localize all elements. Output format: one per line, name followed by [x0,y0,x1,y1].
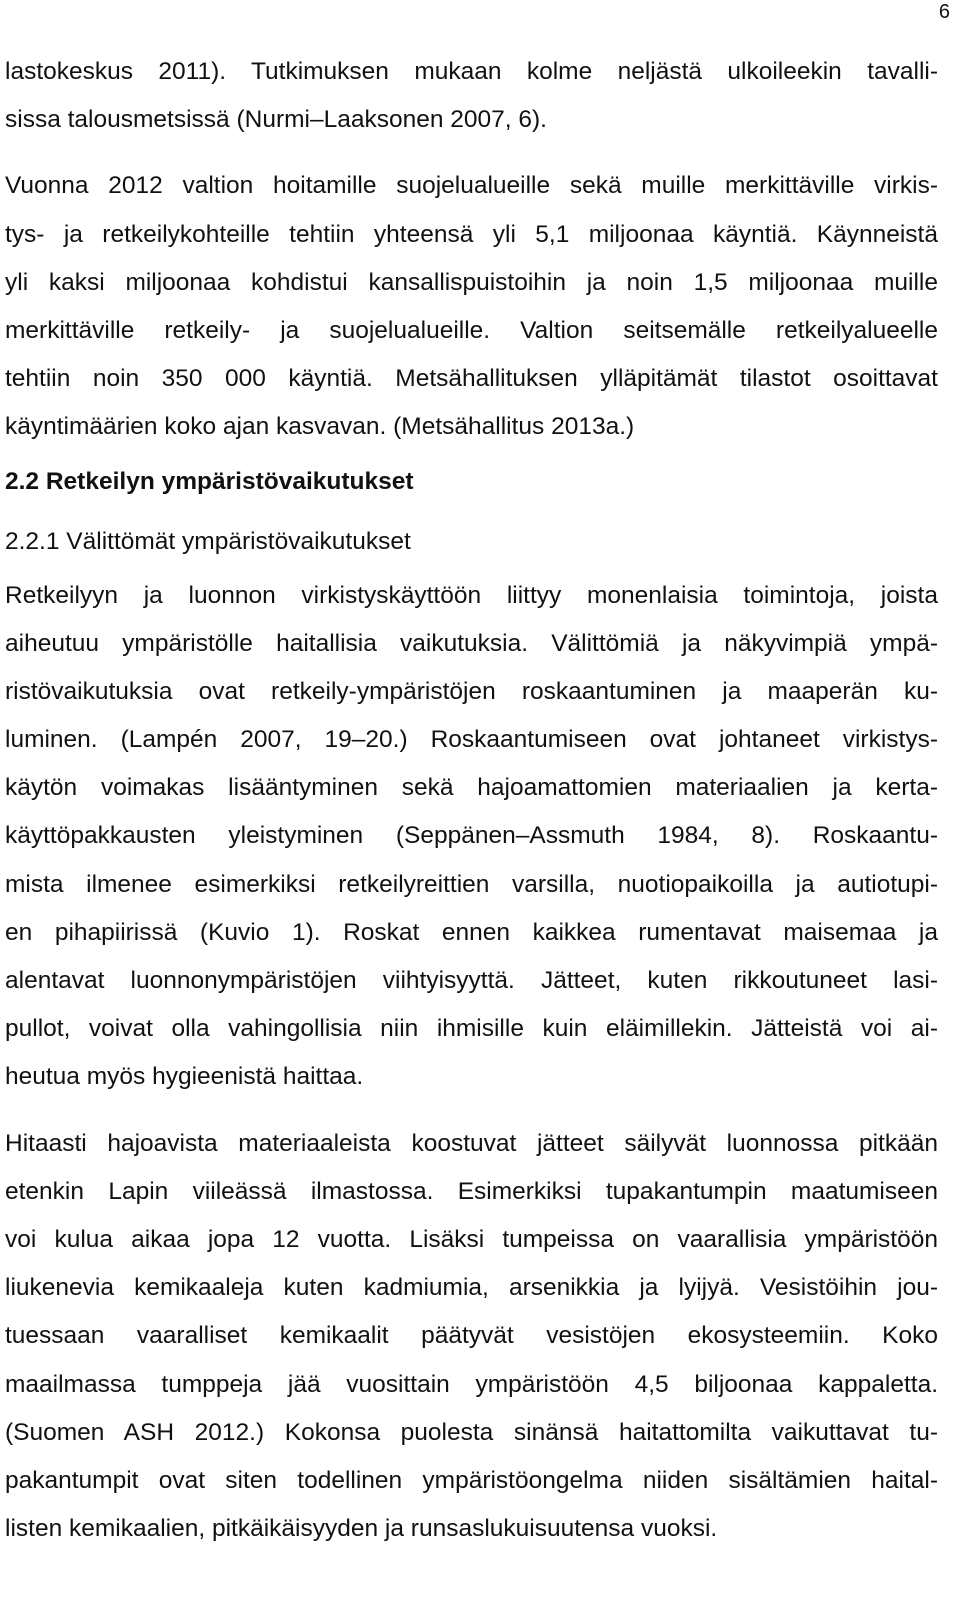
text-line: alentavat luonnonympäristöjen viihtyisyyttä. Jätteet, kuten rikkoutuneet lasi- [5,967,938,994]
text-line: liukenevia kemikaaleja kuten kadmiumia, arsenikkia ja lyijyä. Vesistöihin jou- [5,1274,938,1302]
paragraph-3 [5,572,938,1102]
text-line: merkittäville retkeily- ja suojelualueille. Valtion seitsemälle retkeilyalueelle [5,316,938,344]
text-line: heutua myös hygieenistä haittaa. [5,1063,364,1091]
text-line: käyntimäärien koko ajan kasvavan. (Metsähallitus 2013a.) [5,413,635,441]
text-line: mista ilmenee esimerkiksi retkeilyreittien varsilla, nuotiopaikoilla ja autiotupi- [5,870,938,898]
text-line: Retkeilyyn ja luonnon virkistyskäyttöön liittyy monenlaisia toimintoja, joista [5,581,938,609]
text-line: luminen. (Lampén 2007, 19–20.) Roskaantumiseen ovat johtaneet virkistys- [5,726,938,754]
text-line: listen kemikaalien, pitkäikäisyyden ja runsaslukuisuutensa vuoksi. [5,1515,718,1543]
text-line: Hitaasti hajoavista materiaaleista koostuvat jätteet säilyvät luonnossa pitkään [5,1129,938,1157]
text-line: lastokeskus 2011). Tutkimuksen mukaan kolme neljästä ulkoileekin tavalli- [5,58,938,85]
paragraph-4 [5,1120,938,1554]
text-line: sissa talousmetsissä (Nurmi–Laaksonen 2007, 6). [5,106,547,134]
paragraph-2 [5,162,938,451]
text-line: Vuonna 2012 valtion hoitamille suojelualueille sekä muille merkittäville virkis- [5,172,938,200]
subsection-heading: 2.2.1 Välittömät ympäristövaikutukset [5,527,411,555]
text-line: voi kulua aikaa jopa 12 vuotta. Lisäksi tumpeissa on vaarallisia ympäristöön [5,1225,938,1253]
text-line: tuessaan vaaralliset kemikaalit päätyvät vesistöjen ekosysteemiin. Koko [5,1322,938,1350]
text-line: ristövaikutuksia ovat retkeily-ympäristöjen roskaantuminen ja maaperän ku- [5,677,938,705]
text-line: (Suomen ASH 2012.) Kokonsa puolesta sinänsä haitattomilta vaikuttavat tu- [5,1418,938,1446]
page-number: 6 [938,1,950,23]
text-line: etenkin Lapin viileässä ilmastossa. Esimerkiksi tupakantumpin maatumiseen [5,1177,938,1205]
text-line: aiheutuu ympäristölle haitallisia vaikutuksia. Välittömiä ja näkyvimpiä ympä- [5,629,938,657]
text-line: käyttöpakkausten yleistyminen (Seppänen–Assmuth 1984, 8). Roskaantu- [5,822,938,850]
text-line: tehtiin noin 350 000 käyntiä. Metsähallituksen ylläpitämät tilastot osoittavat [5,365,938,393]
text-line: maailmassa tumppeja jää vuosittain ympäristöön 4,5 biljoonaa kappaletta. [5,1370,938,1398]
text-line: käytön voimakas lisääntyminen sekä hajoamattomien materiaalien ja kerta- [5,774,938,802]
document-body [5,48,938,1553]
text-line: tys- ja retkeilykohteille tehtiin yhteensä yli 5,1 miljoonaa käyntiä. Käynneistä [5,220,938,248]
section-heading: 2.2 Retkeilyn ympäristövaikutukset [5,467,414,495]
text-line: yli kaksi miljoonaa kohdistui kansallispuistoihin ja noin 1,5 miljoonaa muille [5,268,938,296]
paragraph-1 [5,48,938,144]
text-line: pakantumpit ovat siten todellinen ympäristöongelma niiden sisältämien haital- [5,1466,938,1494]
text-line: en pihapiirissä (Kuvio 1). Roskat ennen kaikkea rumentavat maisemaa ja [5,918,938,946]
text-line: pullot, voivat olla vahingollisia niin ihmisille kuin eläimillekin. Jätteistä voi ai- [5,1015,938,1043]
